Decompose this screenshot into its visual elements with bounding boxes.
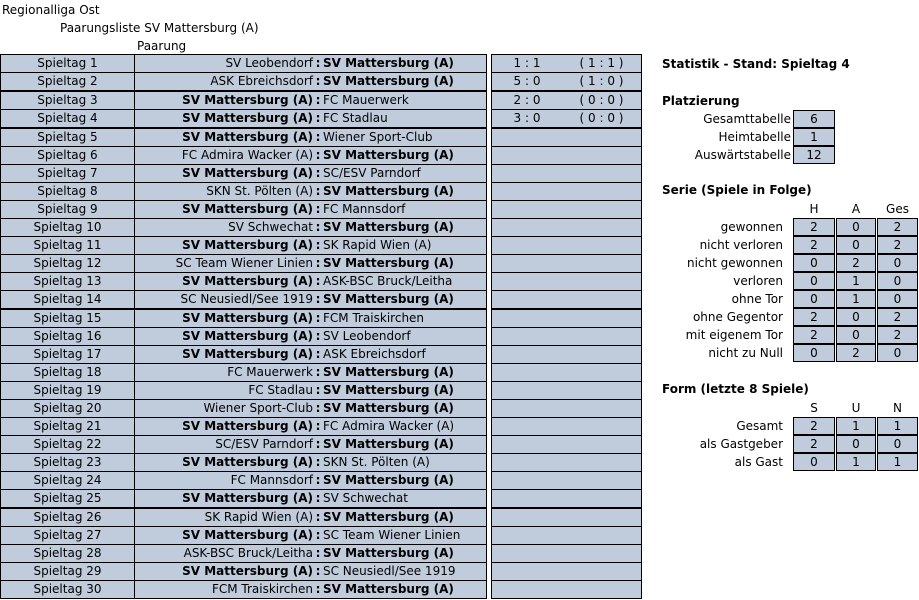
table-row bbox=[1, 91, 642, 110]
away-team: SC Neusiedl/See 1919 bbox=[323, 564, 456, 578]
table-row bbox=[1, 165, 642, 183]
pairing-cell bbox=[135, 382, 487, 400]
pairing-cell bbox=[135, 219, 487, 237]
away-team: SKN St. Pölten (A) bbox=[323, 455, 430, 469]
series-value: 2 bbox=[877, 218, 918, 236]
home-team: SV Leobendorf bbox=[225, 56, 313, 70]
halftime-score: ( 0 : 0 ) bbox=[579, 111, 624, 125]
result-cell bbox=[492, 110, 642, 129]
pairing-separator: : bbox=[315, 274, 321, 288]
form-title: Form (letzte 8 Spiele) bbox=[662, 382, 809, 396]
matchday-cell: Spieltag 17 bbox=[1, 346, 135, 364]
pairing-cell bbox=[135, 273, 487, 291]
pairing-separator: : bbox=[315, 148, 321, 162]
series-label: mit eigenem Tor bbox=[685, 328, 783, 342]
pairing-separator: : bbox=[315, 437, 321, 451]
table-row bbox=[1, 545, 642, 563]
table-row bbox=[1, 563, 642, 581]
pairing-separator: : bbox=[315, 383, 321, 397]
series-label: gewonnen bbox=[720, 220, 783, 234]
placement-label: Auswärtstabelle bbox=[694, 148, 791, 162]
placement-value: 1 bbox=[793, 128, 835, 146]
pairing-separator: : bbox=[315, 564, 321, 578]
matchday-cell: Spieltag 22 bbox=[1, 436, 135, 454]
series-value: 2 bbox=[877, 236, 918, 254]
matchday-cell: Spieltag 23 bbox=[1, 454, 135, 472]
pairing-separator: : bbox=[315, 220, 321, 234]
pairing-separator: : bbox=[315, 256, 321, 270]
home-team: SV Mattersburg (A) bbox=[182, 329, 313, 343]
away-team: ASK-BSC Bruck/Leitha bbox=[323, 274, 453, 288]
away-team: FC Mauerwerk bbox=[323, 93, 409, 107]
home-team: FC Stadlau bbox=[248, 383, 313, 397]
matchday-cell: Spieltag 30 bbox=[1, 581, 135, 599]
table-row bbox=[1, 219, 642, 237]
home-team: FCM Traiskirchen bbox=[211, 582, 313, 596]
result-cell bbox=[492, 400, 642, 418]
final-score: 3 : 0 bbox=[513, 111, 541, 125]
table-row bbox=[1, 418, 642, 436]
result-cell bbox=[492, 201, 642, 219]
result-cell bbox=[492, 73, 642, 92]
matchday-cell: Spieltag 4 bbox=[1, 110, 135, 129]
series-value: 2 bbox=[836, 254, 876, 272]
pairing-cell bbox=[135, 418, 487, 436]
pairing-separator: : bbox=[315, 582, 321, 596]
away-team: FCM Traiskirchen bbox=[323, 311, 425, 325]
pairing-separator: : bbox=[315, 528, 321, 542]
home-team: SC Neusiedl/See 1919 bbox=[180, 292, 313, 306]
matchday-cell: Spieltag 25 bbox=[1, 490, 135, 509]
away-team: SC/ESV Parndorf bbox=[323, 166, 421, 180]
series-value: 0 bbox=[836, 326, 876, 344]
pairing-cell bbox=[135, 55, 487, 73]
away-team: SV Mattersburg (A) bbox=[323, 473, 454, 487]
home-team: SV Mattersburg (A) bbox=[182, 491, 313, 505]
series-value: 0 bbox=[877, 272, 918, 290]
pairing-cell bbox=[135, 581, 487, 599]
series-value: 2 bbox=[793, 218, 835, 236]
series-label: ohne Tor bbox=[731, 292, 783, 306]
result-cell bbox=[492, 55, 642, 73]
series-value: 0 bbox=[877, 344, 918, 362]
matchday-cell: Spieltag 12 bbox=[1, 255, 135, 273]
pairing-separator: : bbox=[315, 311, 321, 325]
home-team: SC/ESV Parndorf bbox=[215, 437, 313, 451]
pairing-separator: : bbox=[315, 56, 321, 70]
halftime-score: ( 1 : 1 ) bbox=[579, 56, 624, 70]
table-row bbox=[1, 328, 642, 346]
away-team: ASK Ebreichsdorf bbox=[323, 347, 426, 361]
final-score: 1 : 1 bbox=[513, 56, 541, 70]
pairing-separator: : bbox=[315, 329, 321, 343]
final-score: 2 : 0 bbox=[513, 93, 541, 107]
home-team: FC Mauerwerk bbox=[227, 365, 313, 379]
series-value: 0 bbox=[877, 254, 918, 272]
result-cell bbox=[492, 545, 642, 563]
table-row bbox=[1, 273, 642, 291]
pairing-separator: : bbox=[315, 419, 321, 433]
pairing-cell bbox=[135, 201, 487, 219]
pairing-separator: : bbox=[315, 510, 321, 524]
home-team: SV Mattersburg (A) bbox=[182, 528, 313, 542]
pairing-cell bbox=[135, 128, 487, 147]
away-team: SV Mattersburg (A) bbox=[323, 365, 454, 379]
pairing-cell bbox=[135, 237, 487, 255]
pairing-separator: : bbox=[315, 130, 321, 144]
form-header: S bbox=[810, 401, 818, 415]
series-label: ohne Gegentor bbox=[692, 310, 783, 324]
away-team: SV Mattersburg (A) bbox=[323, 184, 454, 198]
away-team: FC Mannsdorf bbox=[323, 202, 406, 216]
pairing-separator: : bbox=[315, 166, 321, 180]
table-row bbox=[1, 508, 642, 527]
series-header: H bbox=[809, 202, 819, 216]
matchday-cell: Spieltag 29 bbox=[1, 563, 135, 581]
home-team: SK Rapid Wien (A) bbox=[204, 510, 313, 524]
pairing-cell bbox=[135, 147, 487, 165]
home-team: FC Mannsdorf bbox=[230, 473, 313, 487]
table-row bbox=[1, 527, 642, 545]
pairing-separator: : bbox=[315, 74, 321, 88]
home-team: SV Mattersburg (A) bbox=[182, 311, 313, 325]
halftime-score: ( 0 : 0 ) bbox=[579, 93, 624, 107]
home-team: SV Mattersburg (A) bbox=[182, 93, 313, 107]
series-label: verloren bbox=[733, 274, 783, 288]
matchday-cell: Spieltag 10 bbox=[1, 219, 135, 237]
table-row bbox=[1, 147, 642, 165]
result-cell bbox=[492, 364, 642, 382]
series-value: 0 bbox=[793, 344, 835, 362]
table-row bbox=[1, 490, 642, 509]
pairing-separator: : bbox=[315, 401, 321, 415]
away-team: SV Mattersburg (A) bbox=[323, 56, 454, 70]
away-team: SV Mattersburg (A) bbox=[323, 510, 454, 524]
pairing-cell bbox=[135, 291, 487, 310]
away-team: SK Rapid Wien (A) bbox=[323, 238, 432, 252]
form-header: U bbox=[851, 401, 861, 415]
pairing-cell bbox=[135, 400, 487, 418]
league-title: Regionalliga Ost bbox=[2, 3, 100, 17]
table-row bbox=[1, 436, 642, 454]
form-label: als Gast bbox=[734, 455, 783, 469]
home-team: SC Team Wiener Linien bbox=[175, 256, 313, 270]
placement-label: Heimtabelle bbox=[718, 130, 791, 144]
schedule-table bbox=[0, 54, 642, 599]
table-row bbox=[1, 110, 642, 129]
form-value: 0 bbox=[877, 435, 918, 453]
pairing-separator: : bbox=[315, 184, 321, 198]
away-team: SV Mattersburg (A) bbox=[323, 546, 454, 560]
away-team: SV Mattersburg (A) bbox=[323, 256, 454, 270]
pairing-cell bbox=[135, 454, 487, 472]
away-team: FC Stadlau bbox=[323, 111, 388, 125]
matchday-cell: Spieltag 27 bbox=[1, 527, 135, 545]
pairing-separator: : bbox=[315, 546, 321, 560]
series-value: 2 bbox=[793, 236, 835, 254]
pairing-cell bbox=[135, 545, 487, 563]
pairing-cell bbox=[135, 328, 487, 346]
pairing-cell bbox=[135, 527, 487, 545]
series-header: Ges bbox=[886, 202, 909, 216]
placement-value: 6 bbox=[793, 110, 835, 128]
home-team: SV Mattersburg (A) bbox=[182, 111, 313, 125]
series-value: 0 bbox=[836, 308, 876, 326]
matchday-cell: Spieltag 19 bbox=[1, 382, 135, 400]
final-score: 5 : 0 bbox=[513, 74, 541, 88]
series-value: 1 bbox=[836, 290, 876, 308]
series-value: 2 bbox=[793, 308, 835, 326]
form-value: 2 bbox=[793, 435, 835, 453]
series-value: 0 bbox=[877, 290, 918, 308]
matchday-cell: Spieltag 14 bbox=[1, 291, 135, 310]
matchday-cell: Spieltag 11 bbox=[1, 237, 135, 255]
home-team: SV Mattersburg (A) bbox=[182, 564, 313, 578]
table-row bbox=[1, 581, 642, 599]
pairing-cell bbox=[135, 490, 487, 509]
table-row bbox=[1, 400, 642, 418]
home-team: SKN St. Pölten (A) bbox=[206, 184, 313, 198]
away-team: SV Mattersburg (A) bbox=[323, 401, 454, 415]
away-team: SV Schwechat bbox=[323, 491, 408, 505]
series-value: 2 bbox=[836, 344, 876, 362]
pairing-cell bbox=[135, 346, 487, 364]
table-row bbox=[1, 309, 642, 328]
pairing-separator: : bbox=[315, 491, 321, 505]
home-team: SV Mattersburg (A) bbox=[182, 202, 313, 216]
list-subtitle: Paarungsliste SV Mattersburg (A) bbox=[60, 21, 259, 35]
table-row bbox=[1, 73, 642, 92]
result-cell bbox=[492, 472, 642, 490]
pairing-separator: : bbox=[315, 365, 321, 379]
result-cell bbox=[492, 563, 642, 581]
table-row bbox=[1, 55, 642, 73]
pairing-cell bbox=[135, 165, 487, 183]
table-row bbox=[1, 364, 642, 382]
series-value: 1 bbox=[836, 272, 876, 290]
form-label: Gesamt bbox=[736, 419, 783, 433]
series-value: 0 bbox=[793, 254, 835, 272]
result-cell bbox=[492, 165, 642, 183]
statistics-title: Statistik - Stand: Spieltag 4 bbox=[662, 57, 850, 71]
pairing-separator: : bbox=[315, 93, 321, 107]
pairing-cell bbox=[135, 508, 487, 527]
matchday-cell: Spieltag 6 bbox=[1, 147, 135, 165]
home-team: SV Schwechat bbox=[228, 220, 313, 234]
form-value: 0 bbox=[836, 435, 876, 453]
result-cell bbox=[492, 508, 642, 527]
away-team: Wiener Sport-Club bbox=[323, 130, 433, 144]
table-row bbox=[1, 291, 642, 310]
away-team: SV Mattersburg (A) bbox=[323, 292, 454, 306]
home-team: SV Mattersburg (A) bbox=[182, 455, 313, 469]
pairing-separator: : bbox=[315, 238, 321, 252]
home-team: SV Mattersburg (A) bbox=[182, 347, 313, 361]
form-label: als Gastgeber bbox=[699, 437, 783, 451]
home-team: SV Mattersburg (A) bbox=[182, 166, 313, 180]
matchday-cell: Spieltag 1 bbox=[1, 55, 135, 73]
matchday-cell: Spieltag 5 bbox=[1, 128, 135, 147]
matchday-cell: Spieltag 9 bbox=[1, 201, 135, 219]
series-value: 0 bbox=[836, 218, 876, 236]
series-value: 2 bbox=[793, 326, 835, 344]
matchday-cell: Spieltag 15 bbox=[1, 309, 135, 328]
table-row bbox=[1, 472, 642, 490]
series-value: 2 bbox=[877, 326, 918, 344]
pairing-cell bbox=[135, 183, 487, 201]
table-row bbox=[1, 201, 642, 219]
halftime-score: ( 1 : 0 ) bbox=[579, 74, 624, 88]
series-value: 0 bbox=[793, 272, 835, 290]
pairing-cell bbox=[135, 110, 487, 129]
matchday-cell: Spieltag 13 bbox=[1, 273, 135, 291]
result-cell bbox=[492, 490, 642, 509]
matchday-cell: Spieltag 26 bbox=[1, 508, 135, 527]
form-value: 2 bbox=[793, 417, 835, 435]
result-cell bbox=[492, 382, 642, 400]
away-team: SV Leobendorf bbox=[323, 329, 411, 343]
away-team: SC Team Wiener Linien bbox=[323, 528, 461, 542]
away-team: SV Mattersburg (A) bbox=[323, 437, 454, 451]
form-value: 1 bbox=[877, 453, 918, 471]
result-cell bbox=[492, 183, 642, 201]
placement-title: Platzierung bbox=[662, 94, 740, 108]
matchday-cell: Spieltag 18 bbox=[1, 364, 135, 382]
form-value: 0 bbox=[793, 453, 835, 471]
away-team: FC Admira Wacker (A) bbox=[323, 419, 455, 433]
pairing-cell bbox=[135, 436, 487, 454]
matchday-cell: Spieltag 2 bbox=[1, 73, 135, 92]
pairing-separator: : bbox=[315, 202, 321, 216]
pairing-separator: : bbox=[315, 292, 321, 306]
home-team: SV Mattersburg (A) bbox=[182, 130, 313, 144]
series-label: nicht zu Null bbox=[708, 346, 783, 360]
placement-value: 12 bbox=[793, 146, 835, 164]
matchday-cell: Spieltag 21 bbox=[1, 418, 135, 436]
series-title: Serie (Spiele in Folge) bbox=[662, 183, 812, 197]
table-row bbox=[1, 382, 642, 400]
form-value: 1 bbox=[877, 417, 918, 435]
home-team: SV Mattersburg (A) bbox=[182, 274, 313, 288]
home-team: ASK-BSC Bruck/Leitha bbox=[183, 546, 313, 560]
away-team: SV Mattersburg (A) bbox=[323, 220, 454, 234]
table-row bbox=[1, 255, 642, 273]
series-label: nicht verloren bbox=[699, 238, 783, 252]
matchday-cell: Spieltag 20 bbox=[1, 400, 135, 418]
placement-label: Gesamttabelle bbox=[703, 112, 791, 126]
pairing-cell bbox=[135, 364, 487, 382]
series-value: 2 bbox=[877, 308, 918, 326]
home-team: SV Mattersburg (A) bbox=[182, 238, 313, 252]
series-value: 0 bbox=[793, 290, 835, 308]
matchday-cell: Spieltag 16 bbox=[1, 328, 135, 346]
column-label-pairing: Paarung bbox=[137, 39, 187, 53]
pairing-cell bbox=[135, 91, 487, 110]
series-value: 0 bbox=[836, 236, 876, 254]
matchday-cell: Spieltag 7 bbox=[1, 165, 135, 183]
result-cell bbox=[492, 581, 642, 599]
pairing-cell bbox=[135, 309, 487, 328]
home-team: Wiener Sport-Club bbox=[203, 401, 313, 415]
result-cell bbox=[492, 147, 642, 165]
pairing-cell bbox=[135, 563, 487, 581]
matchday-cell: Spieltag 8 bbox=[1, 183, 135, 201]
pairing-cell bbox=[135, 73, 487, 92]
result-cell bbox=[492, 91, 642, 110]
table-row bbox=[1, 183, 642, 201]
away-team: SV Mattersburg (A) bbox=[323, 383, 454, 397]
away-team: SV Mattersburg (A) bbox=[323, 148, 454, 162]
table-row bbox=[1, 237, 642, 255]
series-label: nicht gewonnen bbox=[686, 256, 783, 270]
table-row bbox=[1, 454, 642, 472]
away-team: SV Mattersburg (A) bbox=[323, 74, 454, 88]
home-team: SV Mattersburg (A) bbox=[182, 419, 313, 433]
matchday-cell: Spieltag 24 bbox=[1, 472, 135, 490]
home-team: ASK Ebreichsdorf bbox=[210, 74, 313, 88]
pairing-separator: : bbox=[315, 111, 321, 125]
table-row bbox=[1, 128, 642, 147]
form-value: 1 bbox=[836, 453, 876, 471]
pairing-separator: : bbox=[315, 473, 321, 487]
form-value: 1 bbox=[836, 417, 876, 435]
away-team: SV Mattersburg (A) bbox=[323, 582, 454, 596]
form-header: N bbox=[893, 401, 902, 415]
table-row bbox=[1, 346, 642, 364]
matchday-cell: Spieltag 3 bbox=[1, 91, 135, 110]
pairing-cell bbox=[135, 255, 487, 273]
pairing-cell bbox=[135, 472, 487, 490]
pairing-separator: : bbox=[315, 455, 321, 469]
result-cell bbox=[492, 128, 642, 147]
series-header: A bbox=[851, 202, 861, 216]
pairing-separator: : bbox=[315, 347, 321, 361]
result-cell bbox=[492, 527, 642, 545]
matchday-cell: Spieltag 28 bbox=[1, 545, 135, 563]
home-team: FC Admira Wacker (A) bbox=[181, 148, 313, 162]
